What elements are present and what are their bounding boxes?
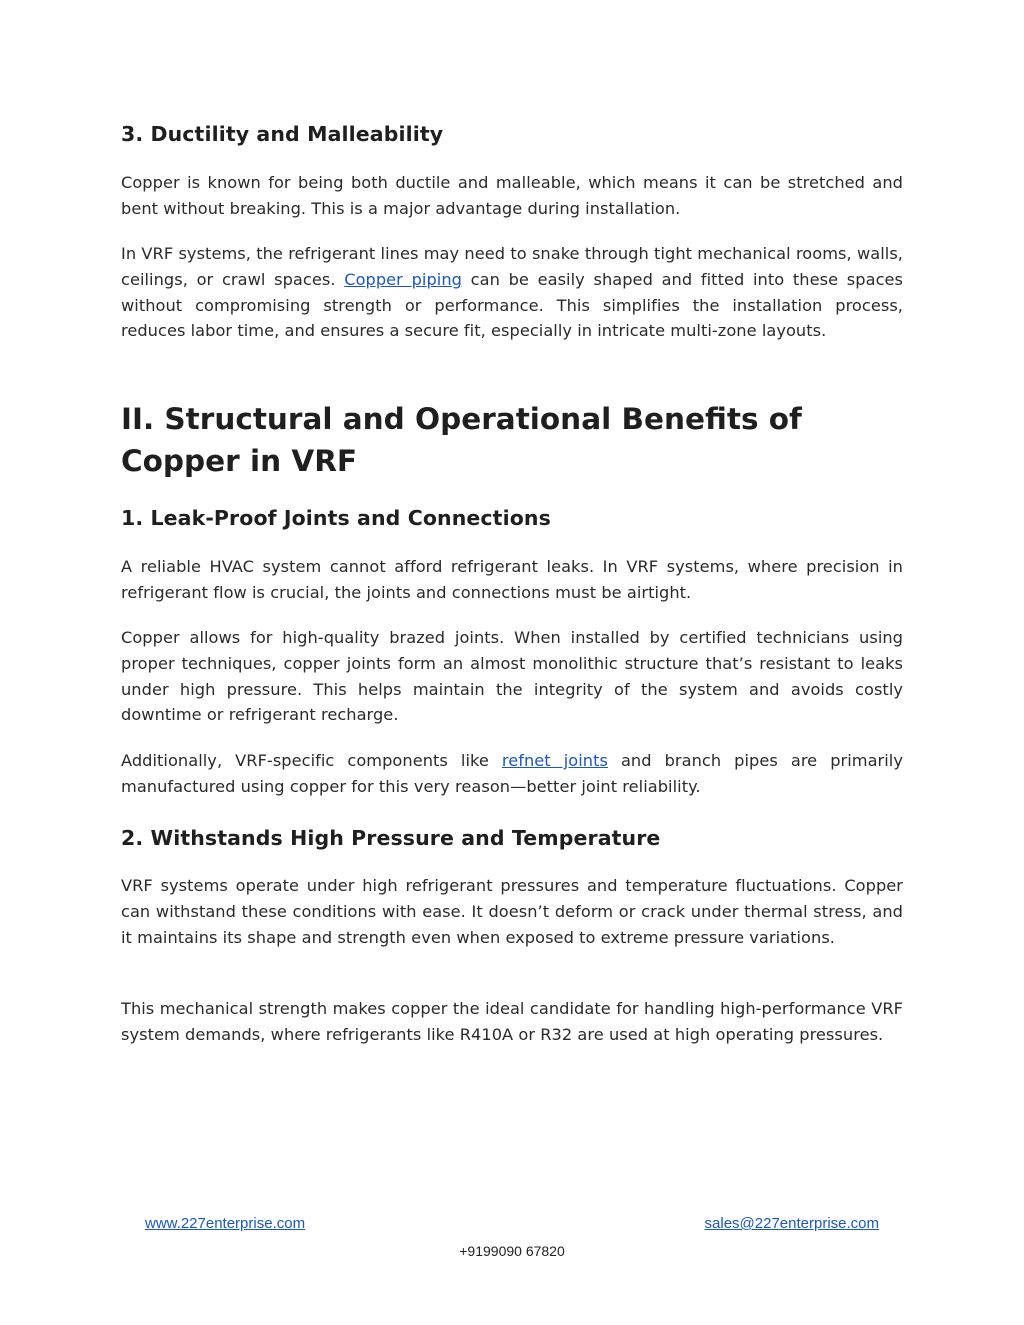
- paragraph-ductility-intro: Copper is known for being both ductile and malleable, which means it can be stretched and bent without breaking. This is a major advantage during installation.: [121, 173, 903, 218]
- heading-ductility: 3. Ductility and Malleability: [121, 122, 444, 146]
- heading-leak-proof: 1. Leak-Proof Joints and Connections: [121, 506, 551, 530]
- phone-number: +9199090 67820: [459, 1243, 565, 1259]
- paragraph-refnet: [121, 748, 903, 800]
- paragraph-text: can be easily shaped and fitted into these spaces without compromising strength or performance. This simplifies the installation process, reduces labor time, and ensures a secure fit, especially in intricate multi-zone layouts.: [121, 269, 904, 341]
- copper-piping-link[interactable]: Copper piping: [344, 269, 462, 289]
- paragraph-text: and branch pipes are primarily manufactured using copper for this very reason—better joint reliability.: [121, 751, 903, 796]
- paragraph-brazed-joints: Copper allows for high-quality brazed joints. When installed by certified technicians using proper techniques, copper joints form an almost monolithic structure that’s resistant to leaks under high pressure. This helps maintain the integrity of the system and avoids costly downtime or refrigerant recharge.: [121, 628, 903, 725]
- paragraph-text: Additionally, VRF-specific components like: [121, 751, 502, 770]
- paragraph-pressure-intro: VRF systems operate under high refrigerant pressures and temperature fluctuations. Copper can withstand these conditions with ease. It doesn’t deform or crack under thermal stress, and it maintains its shape and strength even when exposed to extreme pressure variations.: [121, 876, 903, 947]
- section-heading-structural: II. Structural and Operational Benefits of Copper in VRF: [121, 402, 802, 478]
- paragraph-mechanical-strength: This mechanical strength makes copper the ideal candidate for handling high-performance VRF system demands, where refrigerants like R410A or R32 are used at high operating pressures.: [121, 999, 903, 1044]
- paragraph-text: In VRF systems, the refrigerant lines may need to snake through tight mechanical rooms, walls, ceilings, or crawl spaces.: [121, 244, 903, 289]
- paragraph-ductility-vrf: [121, 241, 903, 344]
- website-link[interactable]: www.227enterprise.com: [145, 1215, 306, 1232]
- heading-pressure: 2. Withstands High Pressure and Temperature: [121, 826, 661, 850]
- refnet-joints-link[interactable]: refnet joints: [501, 751, 608, 770]
- paragraph-leak-intro: A reliable HVAC system cannot afford refrigerant leaks. In VRF systems, where precision in refrigerant flow is crucial, the joints and connections must be airtight.: [121, 557, 903, 602]
- email-link[interactable]: sales@227enterprise.com: [704, 1215, 879, 1232]
